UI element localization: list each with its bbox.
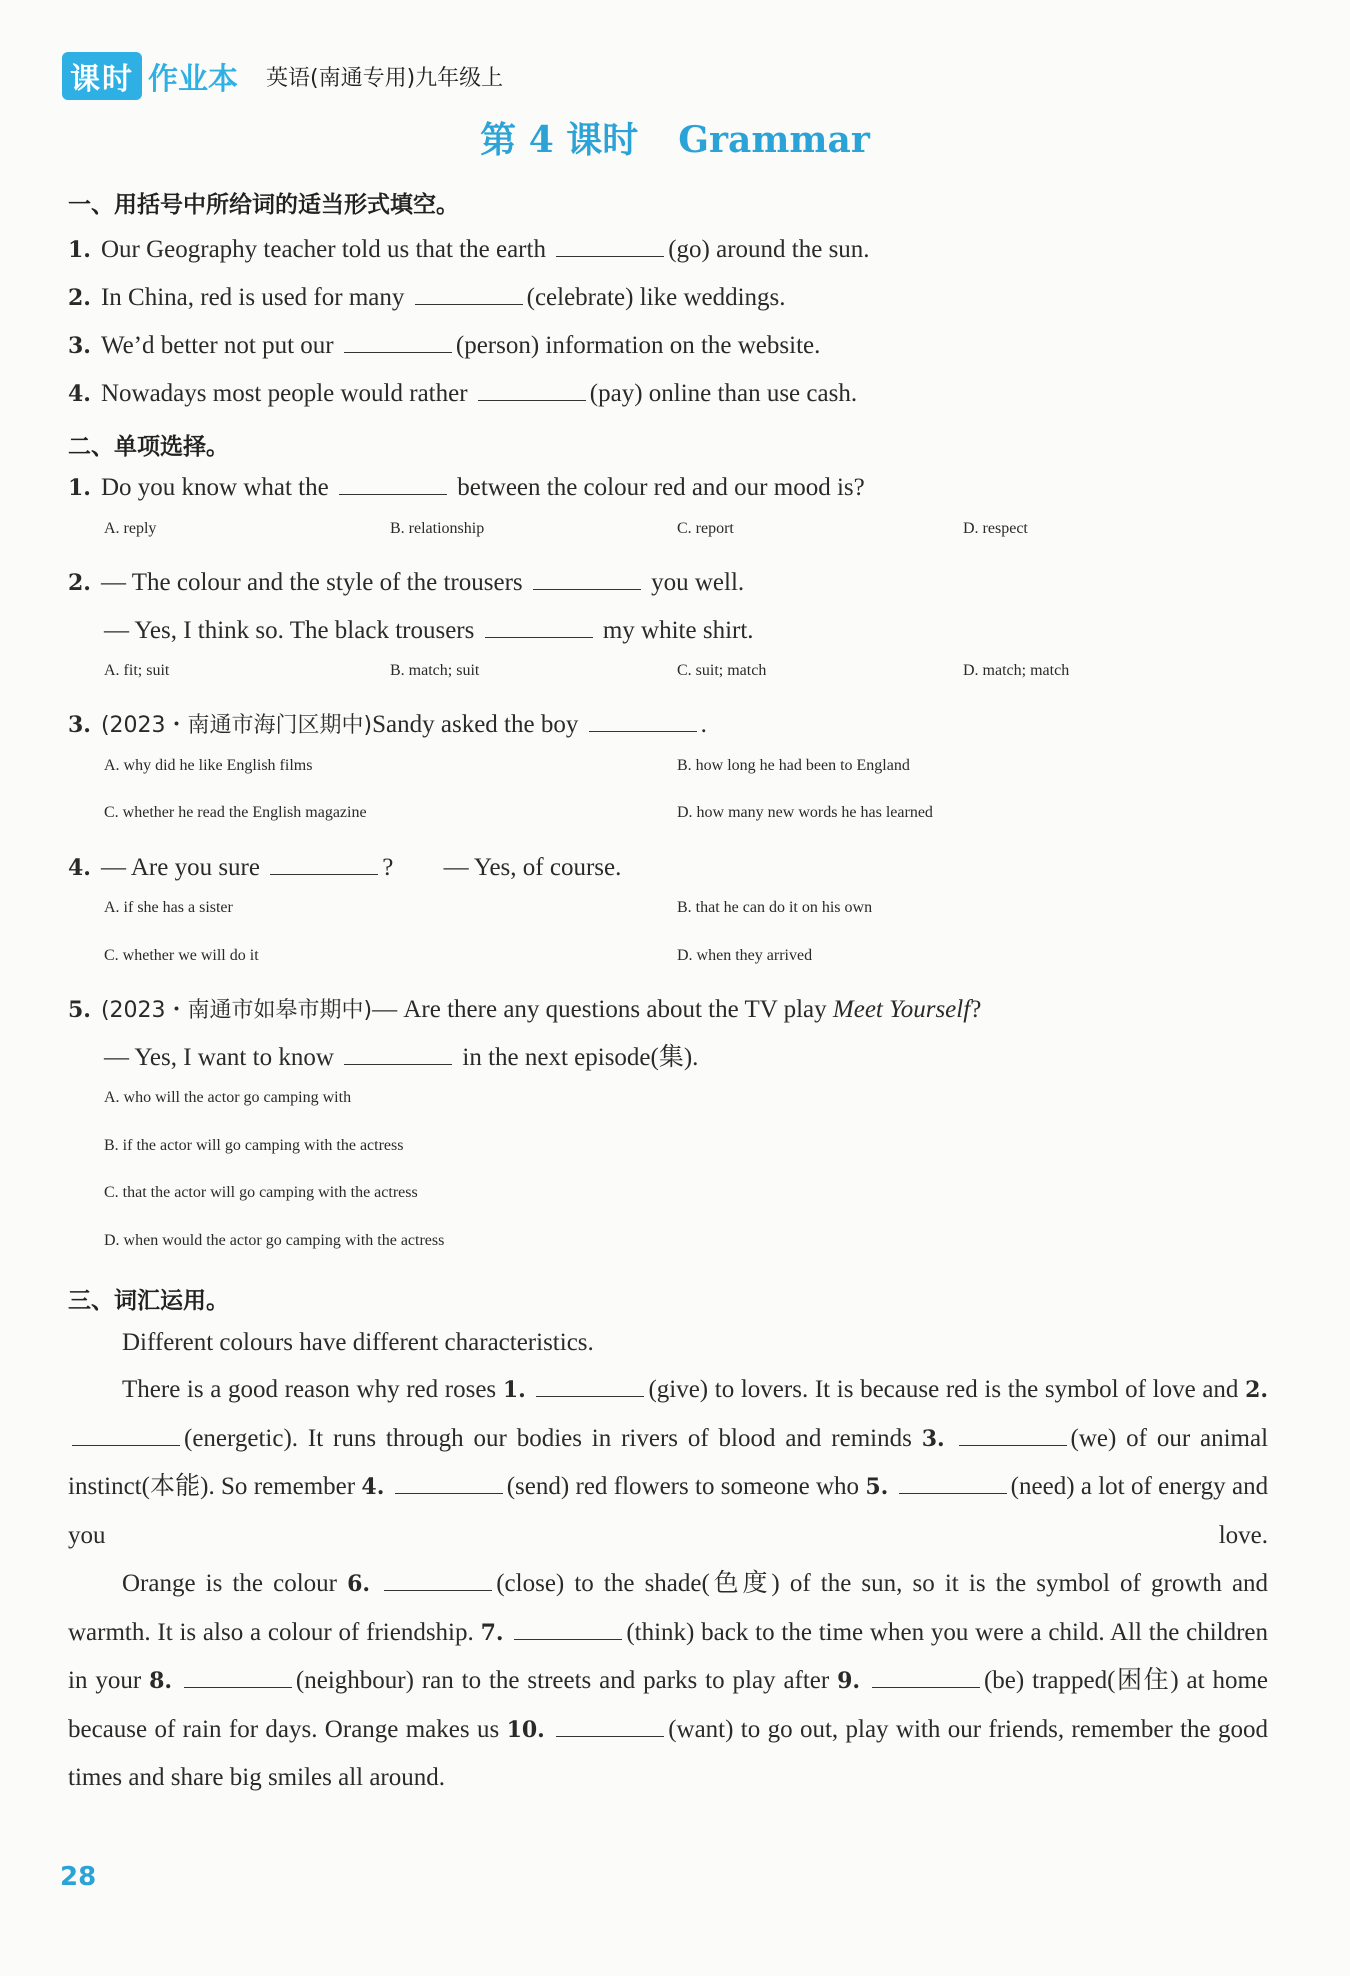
answer-blank[interactable] bbox=[415, 282, 523, 305]
logo-zuoye: 作业本 bbox=[148, 62, 238, 97]
answer-blank-5[interactable] bbox=[899, 1471, 1007, 1494]
item-text: — The colour and the style of the trousers bbox=[100, 569, 523, 596]
s2-q4-stem bbox=[68, 852, 1270, 884]
para-text: smiles all around. bbox=[267, 1764, 446, 1791]
para-text: you were a child. All the children in your bbox=[68, 1618, 1269, 1694]
s2-q1-option-a[interactable]: A. reply bbox=[104, 520, 157, 537]
book-logo bbox=[62, 52, 238, 100]
answer-blank-10[interactable] bbox=[556, 1714, 664, 1737]
answer-blank-7[interactable] bbox=[514, 1617, 622, 1640]
s2-q5-option-d[interactable]: D. when would the actor go camping with the actress bbox=[104, 1232, 445, 1249]
item-number: 4. bbox=[68, 381, 91, 407]
lesson-topic: Grammar bbox=[678, 119, 870, 161]
lesson-title bbox=[0, 112, 1350, 163]
question-source: (2023・南通市如皋市期中) bbox=[100, 998, 373, 1023]
s3-intro: Different colours have different characteristics. bbox=[122, 1329, 594, 1356]
s1-item-1 bbox=[68, 234, 1270, 266]
para-text: (give) to lovers. It is because red is the bbox=[648, 1376, 1039, 1403]
para-text: (be) trapped(困住) at home because of rain for days. Orange makes us bbox=[68, 1667, 1268, 1743]
s2-q1-option-c[interactable]: C. report bbox=[677, 520, 734, 537]
section-3-heading: 三、词汇运用。 bbox=[68, 1288, 229, 1314]
item-text: — Yes, of course. bbox=[443, 854, 622, 881]
para-text: growth and warmth. It is also a colour of friendship. bbox=[68, 1570, 1269, 1646]
s1-item-4 bbox=[68, 378, 1270, 410]
s2-q3-option-c[interactable]: C. whether he read the English magazine bbox=[104, 804, 367, 821]
item-number: 5. bbox=[68, 997, 91, 1023]
s2-q2-stem-2 bbox=[104, 615, 1270, 647]
s2-q2-option-c[interactable]: C. suit; match bbox=[677, 662, 767, 679]
s2-q1-stem bbox=[68, 472, 1270, 504]
question-source: (2023・南通市海门区期中) bbox=[100, 713, 373, 738]
answer-blank[interactable] bbox=[339, 472, 447, 495]
para-text: (energetic). It runs through our bodies in rivers of blood and bbox=[184, 1424, 822, 1452]
s2-q3-option-b[interactable]: B. how long he had been to England bbox=[677, 757, 910, 774]
answer-blank[interactable] bbox=[478, 378, 586, 401]
section-1-heading: 一、用括号中所给词的适当形式填空。 bbox=[68, 192, 459, 218]
s3-paragraph-2 bbox=[68, 1560, 1268, 1803]
s2-q3-stem bbox=[68, 709, 1270, 742]
s2-q5-stem bbox=[68, 994, 1270, 1027]
item-text: Do you know what the bbox=[100, 474, 329, 501]
answer-blank[interactable] bbox=[344, 1042, 452, 1065]
para-text: symbol of love and bbox=[1044, 1376, 1239, 1403]
s2-q2-option-d[interactable]: D. match; match bbox=[963, 662, 1070, 679]
answer-blank-6[interactable] bbox=[384, 1568, 492, 1591]
para-text: flowers to someone who bbox=[613, 1473, 860, 1500]
s2-q4-option-b[interactable]: B. that he can do it on his own bbox=[677, 899, 873, 916]
para-text: There is a good reason why red roses bbox=[122, 1376, 497, 1403]
item-text: — Yes, I want to know bbox=[104, 1044, 334, 1071]
para-text: (send) red bbox=[506, 1473, 608, 1500]
s2-q5-option-c[interactable]: C. that the actor will go camping with the actress bbox=[104, 1184, 418, 1201]
para-text: (think) back to the time when bbox=[626, 1618, 925, 1646]
item-text: my white shirt. bbox=[602, 617, 754, 644]
s1-item-2 bbox=[68, 282, 1270, 314]
section-2-heading: 二、单项选择。 bbox=[68, 434, 229, 460]
book-header bbox=[62, 52, 503, 100]
para-text: (neighbour) ran to the streets and parks to bbox=[295, 1667, 725, 1694]
book-subtitle: 英语(南通专用)九年级上 bbox=[266, 65, 504, 91]
item-number: 3. bbox=[68, 712, 91, 738]
answer-blank-3[interactable] bbox=[959, 1423, 1067, 1446]
answer-blank[interactable] bbox=[270, 852, 378, 875]
s2-q2-option-a[interactable]: A. fit; suit bbox=[104, 662, 170, 679]
para-text: (need) a lot of energy and you love. bbox=[68, 1473, 1269, 1549]
item-number: 2. bbox=[68, 285, 91, 311]
logo-keshi: 课时 bbox=[62, 52, 142, 100]
s2-q5-option-a[interactable]: A. who will the actor go camping with bbox=[104, 1089, 352, 1106]
answer-blank[interactable] bbox=[589, 709, 697, 732]
item-text: between the colour red and our mood is? bbox=[457, 474, 865, 501]
answer-blank-2[interactable] bbox=[72, 1423, 180, 1446]
s2-q4-option-d[interactable]: D. when they arrived bbox=[677, 947, 813, 964]
answer-blank-9[interactable] bbox=[872, 1665, 980, 1688]
item-text: — Yes, I think so. The black trousers bbox=[104, 617, 475, 644]
answer-blank[interactable] bbox=[344, 330, 452, 353]
answer-blank-4[interactable] bbox=[395, 1471, 503, 1494]
para-text: (want) to go out, play with our friends, remember the good times and share big bbox=[68, 1715, 1269, 1791]
s2-q3-option-d[interactable]: D. how many new words he has learned bbox=[677, 804, 933, 821]
s1-item-3 bbox=[68, 330, 1270, 362]
s2-q1-option-b[interactable]: B. relationship bbox=[390, 520, 485, 537]
item-text: Nowadays most people would rather bbox=[100, 380, 468, 407]
s2-q4-option-a[interactable]: A. if she has a sister bbox=[104, 899, 233, 916]
item-text: in the next episode(集). bbox=[462, 1044, 699, 1071]
para-text: (we) of our animal instinct(本能). So remember bbox=[68, 1424, 1269, 1500]
item-text: — Are there any questions about the TV play bbox=[372, 996, 827, 1023]
lesson-label: 第 4 课时 bbox=[480, 119, 639, 161]
item-number: 2. bbox=[68, 570, 91, 596]
blank-number: 4. bbox=[361, 1474, 385, 1500]
item-number: 4. bbox=[68, 855, 91, 881]
item-text: . bbox=[700, 711, 707, 738]
item-text: We’d better not put our bbox=[100, 332, 334, 359]
item-text: (pay) online than use cash. bbox=[589, 380, 858, 407]
para-text: Orange is the colour bbox=[122, 1570, 337, 1597]
s2-q5-option-b[interactable]: B. if the actor will go camping with the actress bbox=[104, 1137, 404, 1154]
item-text: (go) around the sun. bbox=[668, 236, 870, 263]
s2-q2-option-b[interactable]: B. match; suit bbox=[390, 662, 480, 679]
item-number: 1. bbox=[68, 475, 91, 501]
page-number: 28 bbox=[60, 1862, 97, 1892]
answer-blank-8[interactable] bbox=[184, 1665, 292, 1688]
para-text: play after bbox=[732, 1667, 830, 1694]
blank-number: 2. bbox=[1245, 1377, 1269, 1403]
blank-number: 10. bbox=[506, 1716, 545, 1743]
item-number: 1. bbox=[68, 237, 91, 263]
answer-blank[interactable] bbox=[485, 615, 593, 638]
item-text: ? bbox=[970, 996, 982, 1023]
s2-q4-option-c[interactable]: C. whether we will do it bbox=[104, 947, 259, 964]
blank-number: 7. bbox=[480, 1619, 504, 1646]
s2-q2-stem-1 bbox=[68, 567, 1270, 599]
item-text: you well. bbox=[651, 569, 745, 596]
item-text: (celebrate) like weddings. bbox=[526, 284, 786, 311]
item-text: Sandy asked the boy bbox=[372, 711, 579, 738]
s2-q1-option-d[interactable]: D. respect bbox=[963, 520, 1028, 537]
answer-blank[interactable] bbox=[556, 234, 664, 257]
answer-blank-1[interactable] bbox=[536, 1374, 644, 1397]
item-text: (person) information on the website. bbox=[455, 332, 821, 359]
item-text: — Are you sure bbox=[100, 854, 260, 881]
s2-q3-option-a[interactable]: A. why did he like English films bbox=[104, 757, 313, 774]
blank-number: 3. bbox=[921, 1425, 945, 1452]
item-number: 3. bbox=[68, 333, 91, 359]
para-text: (close) to the shade(色度) of the sun, so it is the symbol of bbox=[496, 1570, 1141, 1597]
blank-number: 5. bbox=[865, 1474, 889, 1500]
blank-number: 1. bbox=[502, 1377, 526, 1403]
s3-paragraph-1 bbox=[68, 1366, 1268, 1560]
item-text: ? bbox=[382, 854, 394, 881]
blank-number: 9. bbox=[837, 1668, 861, 1694]
para-text: reminds bbox=[831, 1424, 912, 1452]
blank-number: 8. bbox=[149, 1668, 173, 1694]
item-text: In China, red is used for many bbox=[100, 284, 405, 311]
blank-number: 6. bbox=[347, 1571, 371, 1597]
s2-q5-stem-2 bbox=[104, 1042, 1270, 1074]
tv-play-title: Meet Yourself bbox=[832, 996, 971, 1023]
answer-blank[interactable] bbox=[533, 567, 641, 590]
item-text: Our Geography teacher told us that the earth bbox=[100, 236, 546, 263]
